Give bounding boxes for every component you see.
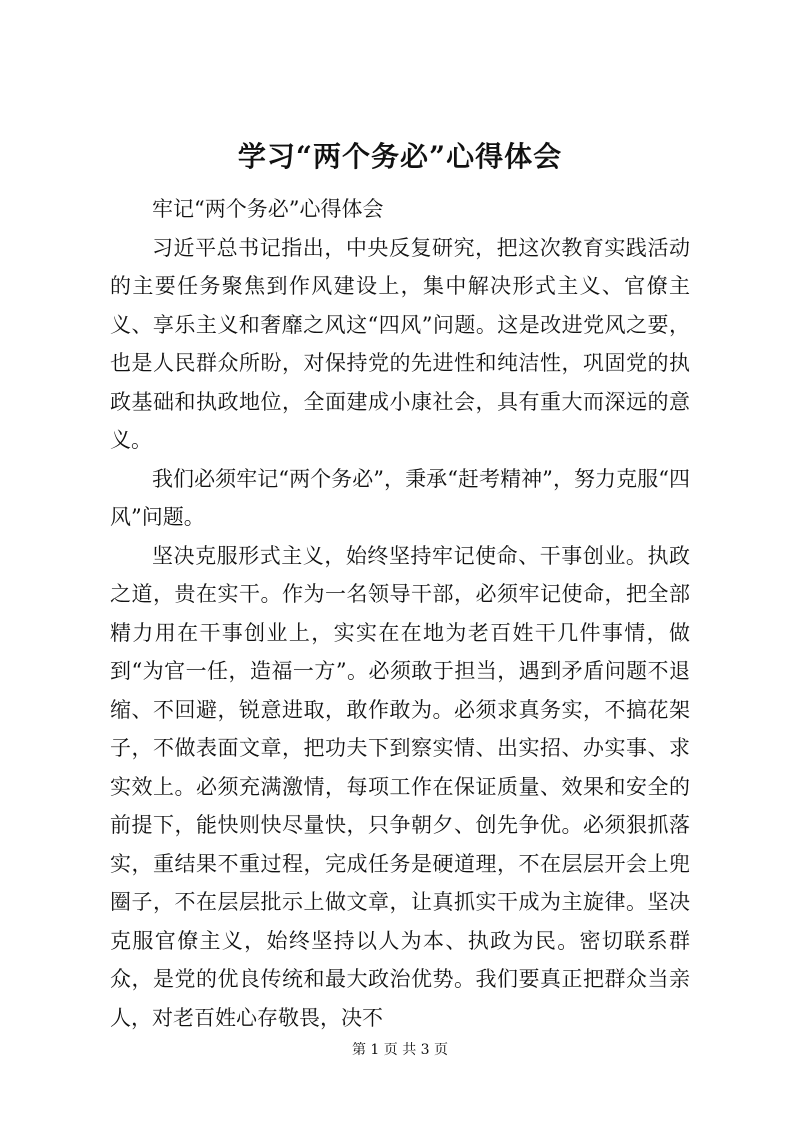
body-paragraph: 坚决克服形式主义，始终坚持牢记使命、干事创业。执政之道，贵在实干。作为一名领导干部，必须牢记使命，把全部精力用在干事创业上，实实在在地为老百姓干几件事情，做到“为官一任，造福一方”。必须敢于担当，遇到矛盾问题不退缩、不回避，锐意进取，敢作敢为。必须求真务实，不搞花架子，不做表面文章，把功夫下到察实情、出实招、办实事、求实效上。必须充满激情，每项工作在保证质量、效果和安全的前提下，能快则快尽量快，只争朝夕、创先争优。必须狠抓落实，重结果不重过程，完成任务是硬道理，不在层层开会上兜圈子，不在层层批示上做文章，让真抓实干成为主旋律。坚决克服官僚主义，始终坚持以人为本、执政为民。密切联系群众，是党的优良传统和最大政治优势。我们要真正把群众当亲人，对老百姓心存敬畏，决不	[110, 543, 690, 1030]
document-title: 学习“两个务必”心得体会	[237, 140, 563, 173]
body-paragraph: 我们必须牢记“两个务必”，秉承“赶考精神”，努力克服“四风”问题。	[110, 466, 690, 529]
body-paragraph: 习近平总书记指出，中央反复研究，把这次教育实践活动的主要任务聚焦到作风建设上，集中解决形式主义、官僚主义、享乐主义和奢靡之风这“四风”问题。这是改进党风之要，也是人民群众所盼，对保持党的先进性和纯洁性，巩固党的执政基础和执政地位，全面建成小康社会，具有重大而深远的意义。	[110, 235, 690, 452]
page-number-footer: 第 1 页 共 3 页	[351, 1042, 449, 1058]
subtitle-paragraph: 牢记“两个务必”心得体会	[152, 197, 384, 221]
document-body	[110, 190, 690, 1037]
